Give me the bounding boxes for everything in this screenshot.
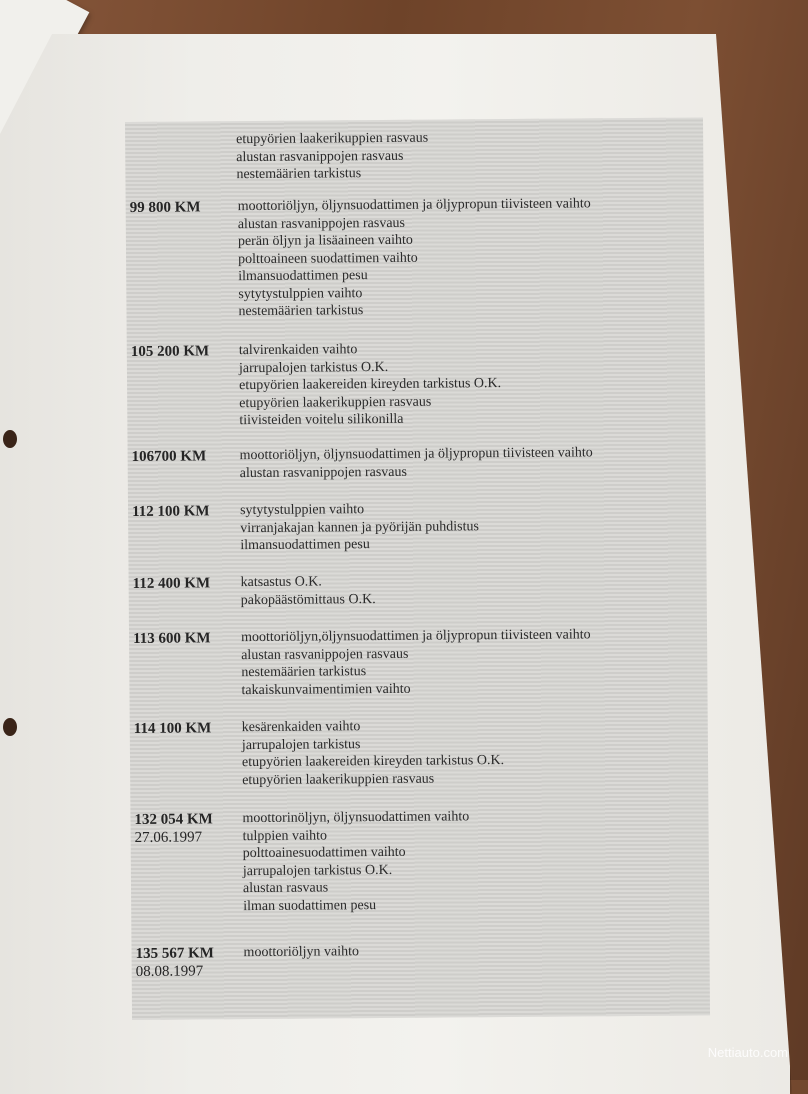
task-item: tulppien vaihto xyxy=(242,827,328,844)
mileage: 106700 KM xyxy=(131,448,207,465)
task-item: nestemäärien tarkistus xyxy=(238,303,364,320)
service-entry xyxy=(132,498,702,554)
task-item: jarrupalojen tarkistus xyxy=(241,736,361,753)
task-item: tiivisteiden voitelu silikonilla xyxy=(239,411,404,429)
task-list xyxy=(240,500,479,554)
task-item: polttoainesuodattimen vaihto xyxy=(242,844,406,862)
service-entry xyxy=(135,940,705,980)
task-item: takaiskunvaimentimien vaihto xyxy=(241,681,411,698)
punch-hole-lower xyxy=(3,718,17,736)
service-entry xyxy=(134,806,704,914)
mileage: 114 100 KM xyxy=(133,720,212,737)
task-item: sytytystulppien vaihto xyxy=(238,285,363,302)
task-item: talvirenkaiden vaihto xyxy=(238,342,358,359)
mileage: 112 400 KM xyxy=(132,575,211,592)
task-item: nestemäärien tarkistus xyxy=(236,166,362,183)
task-list xyxy=(240,444,593,482)
task-item: jarrupalojen tarkistus O.K. xyxy=(242,862,393,879)
task-item: jarrupalojen tarkistus O.K. xyxy=(238,359,389,376)
task-item: moottorinöljyn, öljynsuodattimen vaihto xyxy=(242,809,470,827)
service-date: 08.08.1997 xyxy=(135,963,204,980)
task-list xyxy=(241,626,591,699)
service-entry xyxy=(132,625,703,698)
task-item: ilmansuodattimen pesu xyxy=(240,537,370,554)
task-item: sytytystulppien vaihto xyxy=(239,502,365,519)
task-item: polttoaineen suodattimen vaihto xyxy=(238,250,418,267)
service-entry xyxy=(129,194,700,320)
mileage: 105 200 KM xyxy=(130,343,210,360)
mileage-value: 132 054 KM xyxy=(134,811,213,828)
service-entry xyxy=(132,570,703,608)
task-item: katsastus O.K. xyxy=(240,574,322,591)
service-log xyxy=(125,117,710,1020)
task-list xyxy=(238,195,592,320)
task-item: etupyörien laakerikuppien rasvaus xyxy=(236,130,429,148)
task-item: virranjakajan kannen ja pyörijän puhdistus xyxy=(240,518,479,536)
task-item: alustan rasvanippojen rasvaus xyxy=(237,215,406,232)
task-item: moottoriöljyn,öljynsuodattimen ja öljypropun tiivisteen vaihto xyxy=(240,627,591,646)
task-list xyxy=(242,808,470,915)
mileage: 99 800 KM xyxy=(129,199,201,216)
mileage xyxy=(135,944,245,981)
watermark: Nettiauto.com xyxy=(707,1045,788,1060)
task-item: ilman suodattimen pesu xyxy=(243,897,377,914)
service-date: 27.06.1997 xyxy=(134,829,203,846)
task-item: moottoriöljyn, öljynsuodattimen ja öljypropun tiivisteen vaihto xyxy=(237,196,591,215)
mileage-value: 135 567 KM xyxy=(135,945,214,962)
task-item: moottoriöljyn, öljynsuodattimen ja öljypropun tiivisteen vaihto xyxy=(239,445,593,464)
task-list xyxy=(241,573,376,609)
punch-hole-upper xyxy=(3,430,17,448)
task-item: pakopäästömittaus O.K. xyxy=(240,591,376,608)
service-entry xyxy=(133,715,704,788)
mileage: 112 100 KM xyxy=(132,503,210,520)
task-item: nestemäärien tarkistus xyxy=(241,664,367,681)
task-list xyxy=(239,340,502,430)
task-item: ilmansuodattimen pesu xyxy=(238,268,368,285)
task-item: moottoriöljyn vaihto xyxy=(243,944,360,961)
task-item: etupyörien laakerikuppien rasvaus xyxy=(242,771,435,788)
continued-items xyxy=(236,130,428,184)
task-item: kesärenkaiden vaihto xyxy=(241,719,361,736)
task-list xyxy=(242,717,505,789)
task-item: alustan rasvanippojen rasvaus xyxy=(239,464,408,481)
task-list xyxy=(243,943,359,961)
task-item: etupyörien laakereiden kireyden tarkistus O.K. xyxy=(239,376,502,394)
mileage: 113 600 KM xyxy=(132,630,211,647)
task-item: etupyörien laakerikuppien rasvaus xyxy=(239,394,432,411)
service-entry xyxy=(131,443,702,481)
service-entry xyxy=(130,338,701,429)
task-item: alustan rasvanippojen rasvaus xyxy=(236,148,404,165)
task-item: alustan rasvanippojen rasvaus xyxy=(241,646,409,663)
task-item: perän öljyn ja lisäaineen vaihto xyxy=(237,232,413,250)
task-item: alustan rasvaus xyxy=(242,880,329,897)
task-item: etupyörien laakereiden kireyden tarkistus O.K. xyxy=(241,753,505,771)
mileage xyxy=(134,810,244,847)
